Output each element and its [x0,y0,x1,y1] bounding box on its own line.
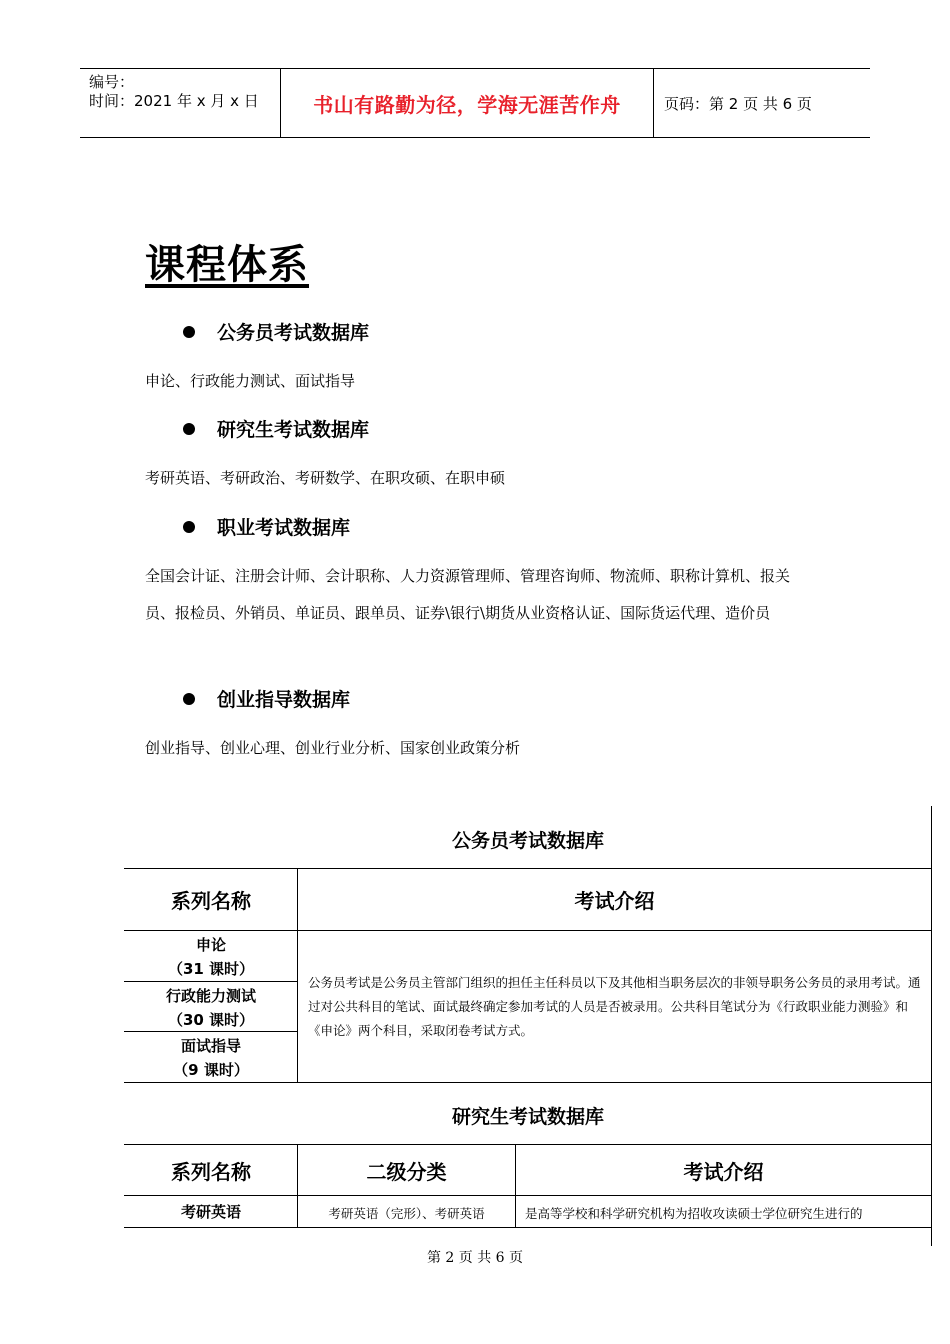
section-heading-text: 公务员考试数据库 [217,322,370,344]
series-name: 考研英语 [180,1203,241,1221]
section-text: 申论、行政能力测试、面试指导 [145,372,356,390]
series-hours: （9 课时） [173,1061,249,1079]
series-hours: （31 课时） [167,960,255,978]
series-name: 行政能力测试 [165,987,256,1005]
bullet-icon [183,326,195,338]
section-text: 全国会计证、注册会计师、会计职称、人力资源管理师、管理咨询师、物流师、职称计算机、报关员、报检员、外销员、单证员、跟单员、证券\银行\期货从业资格认证、国际货运代理、造价员 [145,567,791,622]
page-header [80,68,870,138]
section-heading-text: 创业指导数据库 [217,689,351,711]
table-row [124,1034,298,1082]
col-header-intro: 考试介绍 [574,889,655,913]
table-rule [124,1195,932,1196]
table-row [124,933,298,981]
section-heading [183,685,350,712]
page-footer: 第 2 页 共 6 页 [426,1250,524,1266]
bullet-icon [183,693,195,705]
series-hours: （30 课时） [167,1011,255,1029]
table-rule [124,981,298,982]
table-border [931,806,932,1246]
table2-title: 研究生考试数据库 [451,1106,604,1128]
col-header-series: 系列名称 [171,1159,251,1184]
time-label: 时间：2021 年 x 月 x 日 [89,92,259,110]
motto: 书山有路勤为径，学海无涯苦作舟 [281,69,654,137]
col-header-series: 系列名称 [171,889,251,913]
exam-intro: 公务员考试是公务员主管部门组织的担任主任科员以下及其他相当职务层次的非领导职务公务员的录用考试。通过对公共科目的笔试、面试最终确定参加考试的人员是否被录用。公共科目笔试分为《行政职业能力测验》和《申论》两个科目，采取闭卷考试方式。 [308,975,921,1038]
col-header-intro: 考试介绍 [683,1159,764,1184]
table-row [124,984,298,1032]
series-name: 申论 [195,936,226,954]
col-header-category: 二级分类 [366,1159,447,1184]
section-text: 创业指导、创业心理、创业行业分析、国家创业政策分析 [145,739,521,757]
table1-title: 公务员考试数据库 [451,830,604,852]
series-name: 面试指导 [180,1037,241,1055]
section-heading-text: 职业考试数据库 [217,517,351,539]
section-heading [183,513,350,540]
section-heading [183,318,369,345]
table-rule [124,1082,932,1083]
table-rule [124,1227,932,1228]
category-cell: 考研英语（完形）、考研英语 [328,1206,485,1221]
bullet-icon [183,521,195,533]
table-rule [124,930,932,931]
exam-intro: 是高等学校和科学研究机构为招收攻读硕士学位研究生进行的 [525,1206,863,1221]
header-meta [80,69,281,137]
section-heading [183,415,369,442]
page-info: 页码：第 2 页 共 6 页 [664,94,812,113]
section-text: 考研英语、考研政治、考研数学、在职攻硕、在职申硕 [145,469,506,487]
number-label: 编号： [89,73,135,91]
bullet-icon [183,423,195,435]
section-heading-text: 研究生考试数据库 [217,419,370,441]
page-title: 课程体系 [145,242,309,288]
